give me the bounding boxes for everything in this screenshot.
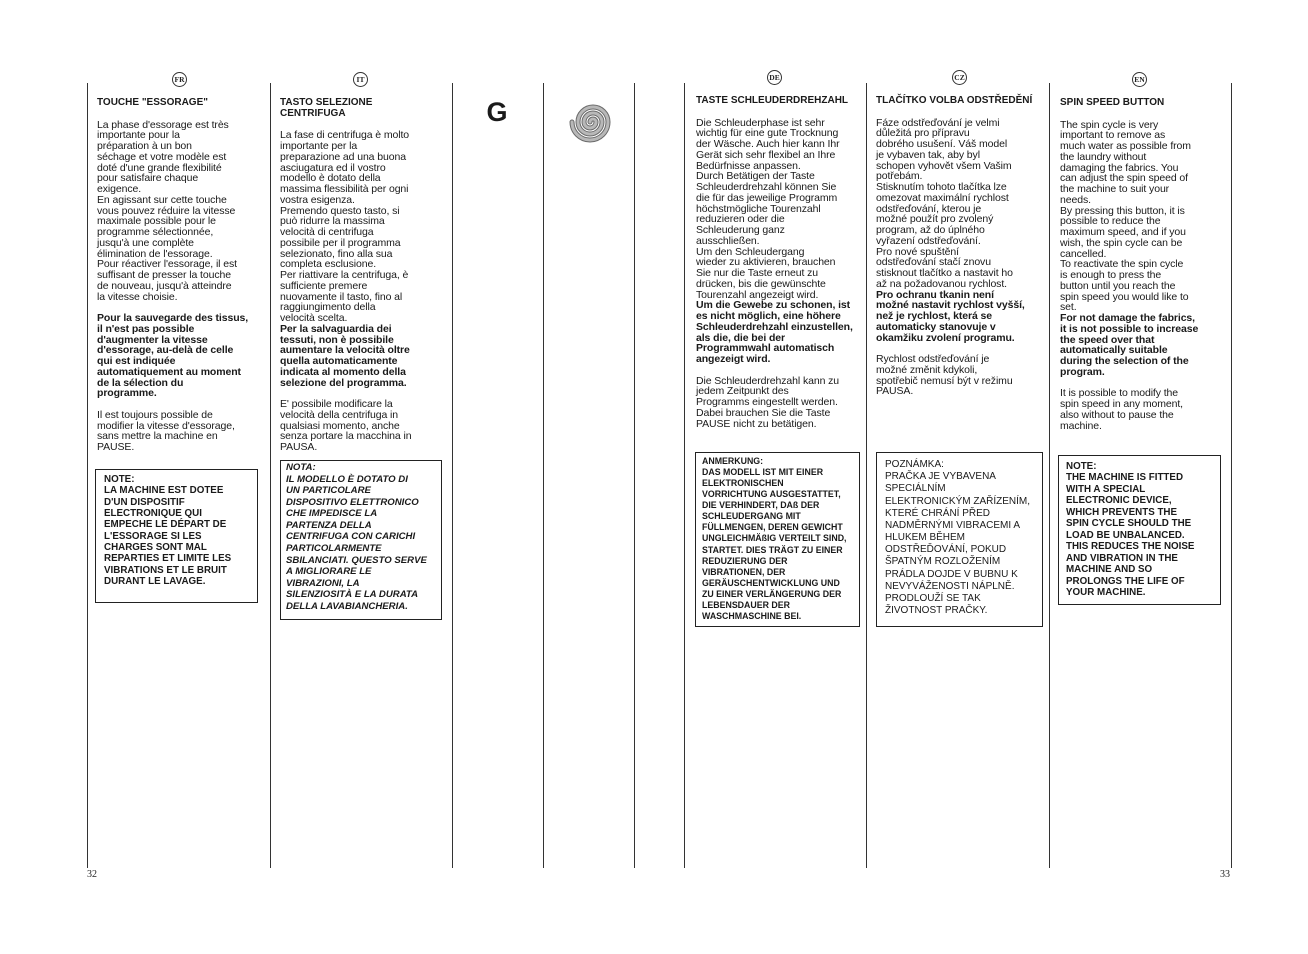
column-cz bbox=[876, 96, 1046, 397]
section-heading: TASTO SELEZIONE CENTRIFUGA bbox=[280, 97, 373, 119]
column-divider bbox=[543, 83, 544, 868]
column-divider bbox=[634, 83, 635, 868]
column-divider bbox=[452, 83, 453, 868]
section-heading: TASTE SCHLEUDERDREHZAHL bbox=[696, 95, 849, 106]
body-paragraph: La phase d'essorage est très importante pour la préparation à un bon séchage et votre modèle est doté d'une grande flexibilité pour satisfaire chaque exigence. En agissant sur cette touche vous pouvez réduire la vitesse maximale possible pour le programme sélectionnée, jusqu'à une complète élimination de l'essorage. Pour réactiver l'essorage, il est suffisant de presser la touche de nouveau, jusqu'à atteindre la vitesse choisie. bbox=[97, 118, 237, 303]
body-paragraph: Il est toujours possible de modifier la vitesse d'essorage, sans mettre la machine en PAUSE. bbox=[97, 408, 235, 453]
column-fr bbox=[97, 98, 267, 453]
column-divider bbox=[866, 83, 867, 868]
emphasis-paragraph: Um die Gewebe zu schonen, ist es nicht möglich, eine höhere Schleuderdrehzahl einzustellen, als die, die bei der Programmwahl automatisch angezeigt wird. bbox=[696, 299, 853, 365]
spin-spiral-icon bbox=[568, 100, 612, 144]
section-heading: SPIN SPEED BUTTON bbox=[1060, 97, 1165, 108]
column-it bbox=[280, 98, 450, 453]
body-paragraph: It is possible to modify the spin speed in any moment, also without to pause the machine. bbox=[1060, 387, 1183, 432]
section-heading: TOUCHE "ESSORAGE" bbox=[97, 97, 208, 108]
emphasis-paragraph: For not damage the fabrics, it is not possible to increase the speed over that automatically suitable during the selection of the program. bbox=[1060, 312, 1199, 378]
language-badge-it: IT bbox=[353, 72, 368, 87]
note-box-it: NOTA: IL MODELLO È DOTATO DI UN PARTICOLARE DISPOSITIVO ELETTRONICO CHE IMPEDISCE LA PARTENZA DELLA CENTRIFUGA CON CARICHI PARTICOLARMENTE SBILANCIATI. QUESTO SERVE A MIGLIORARE LE VIBRAZIONI, LA SILENZIOSITÀ E LA DURATA DELLA LAVABIANCHERIA. bbox=[280, 460, 442, 620]
emphasis-paragraph: Pour la sauvegarde des tissus, il n'est pas possible d'augmenter la vitesse d'essorage, au-delà de celle qui est indiquée automatiquement au moment de la sélection du programme. bbox=[97, 312, 249, 400]
note-box-en: NOTE: THE MACHINE IS FITTED WITH A SPECIAL ELECTRONIC DEVICE, WHICH PREVENTS THE SPIN CYCLE SHOULD THE LOAD BE UNBALANCED. THIS REDUCES THE NOISE AND VIBRATION IN THE MACHINE AND SO PROLONGS THE LIFE OF YOUR MACHINE. bbox=[1058, 455, 1221, 605]
body-paragraph: The spin cycle is very important to remove as much water as possible from the laundry without damaging the fabrics. You can adjust the spin speed of the machine to suit your needs. By pressing this button, it is possible to reduce the maximum speed, and if you wish, the spin cycle can be cancelled. To reactivate the spin cycle is enough to press the button until you reach the spin speed you would like to set. bbox=[1060, 118, 1191, 314]
column-en bbox=[1060, 98, 1230, 431]
column-divider bbox=[87, 83, 88, 868]
column-divider bbox=[684, 83, 685, 868]
language-badge-fr: FR bbox=[172, 72, 187, 87]
body-paragraph: Die Schleuderphase ist sehr wichtig für eine gute Trocknung der Wäsche. Auch hier kann Ihr Gerät sich sehr flexibel an Ihre Bedürfnisse anpassen. Durch Betätigen der Taste Schleuderdrehzahl können Sie die für das jeweilige Programm höchstmögliche Tourenzahl reduzieren oder die Schleuderung ganz ausschließen. Um den Schleudergang wieder zu aktivieren, brauchen Sie nur die Taste erneut zu drücken, bis die gewünschte Tourenzahl angezeigt wird. bbox=[696, 116, 840, 301]
section-letter: G bbox=[486, 97, 508, 127]
body-paragraph: Die Schleuderdrehzahl kann zu jedem Zeitpunkt des Programms eingestellt werden. Dabei brauchen Sie die Taste PAUSE nicht zu betätigen. bbox=[696, 374, 840, 430]
language-badge-cz: CZ bbox=[952, 70, 967, 85]
body-paragraph: Rychlost odstřeďování je možné změnit kdykoli, spotřebič nemusí být v režimu PAUSA. bbox=[876, 353, 1013, 398]
column-de bbox=[696, 96, 866, 429]
section-heading: TLAČÍTKO VOLBA ODSTŘEDĚNÍ bbox=[876, 95, 1033, 106]
language-badge-de: DE bbox=[767, 70, 782, 85]
body-paragraph: E' possibile modificare la velocità della centrifuga in qualsiasi momento, anche senza portare la macchina in PAUSA. bbox=[280, 398, 412, 453]
column-divider bbox=[1231, 83, 1232, 868]
note-box-cz: POZNÁMKA: PRAČKA JE VYBAVENA SPECIÁLNÍM ELEKTRONICKÝM ZAŘÍZENÍM, KTERÉ CHRÁNÍ PŘED NADMĚRNÝMI VIBRACEMI A HLUKEM BĚHEM ODSTŘEĎOVÁNÍ, POKUD ŠPATNÝM ROZLOŽENÍM PRÁDLA DOJDE V BUBNU K NEVYVÁŽENOSTI NÁPLNĚ. PRODLOUŽÍ SE TAK ŽIVOTNOST PRAČKY. bbox=[876, 452, 1043, 627]
body-paragraph: Fáze odstřeďování je velmi důležitá pro přípravu dobrého usušení. Váš model je vybaven tak, aby byl schopen vyhovět všem Vašim potřebám. Stisknutím tohoto tlačítka lze omezovat maximální rychlost odstřeďování, kterou je možné použít pro zvolený program, až do úplného vyřazení odstřeďování. Pro nové spuštění odstřeďování stačí znovu stisknout tlačítko a nastavit ho až na požadovanou rychlost. bbox=[876, 116, 1013, 290]
emphasis-paragraph: Pro ochranu tkanin není možné nastavit rychlost vyšší, než je rychlost, která se automaticky stanovuje v okamžiku zvolení programu. bbox=[876, 288, 1025, 344]
language-badge-en: EN bbox=[1132, 72, 1147, 87]
column-divider bbox=[1049, 83, 1050, 868]
body-paragraph: La fase di centrifuga è molto importante per la preparazione ad una buona asciugatura ed il vostro modello è dotato della massima flessibilità per ogni vostra esigenza. Premendo questo tasto, si può ridurre la massima velocità di centrifuga possibile per il programma selezionato, fino alla sua completa esclusione. Per riattivare la centrifuga, è sufficiente premere nuovamente il tasto, fino al raggiungimento della velocità scelta. bbox=[280, 129, 410, 324]
emphasis-paragraph: Per la salvaguardia dei tessuti, non è possibile aumentare la velocità oltre quella automaticamente indicata al momento della selezione del programma. bbox=[280, 322, 410, 389]
page-number-right: 33 bbox=[1220, 869, 1230, 880]
page-number-left: 32 bbox=[87, 869, 97, 880]
note-box-de: ANMERKUNG: DAS MODELL IST MIT EINER ELEKTRONISCHEN VORRICHTUNG AUSGESTATTET, DIE VERHINDERT, DAß DER SCHLEUDERGANG MIT FÜLLMENGEN, DEREN GEWICHT UNGLEICHMÄßIG VERTEILT SIND, STARTET. DIES TRÄGT ZU EINER REDUZIERUNG DER VIBRATIONEN, DER GERÄUSCHENTWICKLUNG UND ZU EINER VERLÄNGERUNG DER LEBENSDAUER DER WASCHMASCHINE BEI. bbox=[695, 452, 860, 627]
note-box-fr: NOTE: LA MACHINE EST DOTEE D'UN DISPOSITIF ELECTRONIQUE QUI EMPECHE LE DÉPART DE L'ESSORAGE SI LES CHARGES SONT MAL REPARTIES ET LIMITE LES VIBRATIONS ET LE BRUIT DURANT LE LAVAGE. bbox=[95, 469, 258, 603]
column-divider bbox=[270, 83, 271, 868]
